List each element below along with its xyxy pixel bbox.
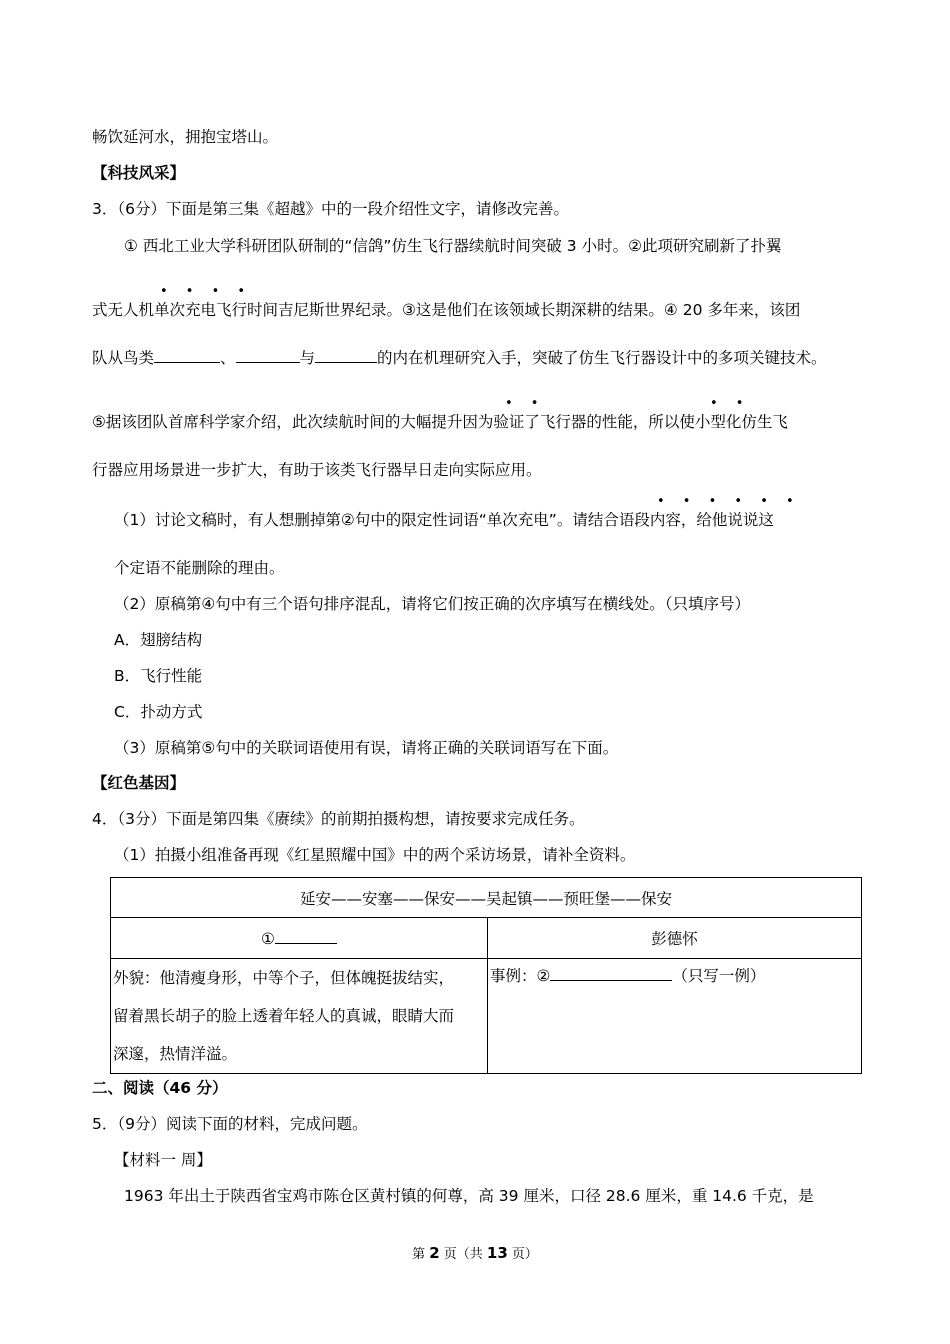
text-line: 个定语不能删除的理由。 — [114, 559, 285, 577]
current-page: 2 — [429, 1244, 440, 1262]
footer-text: 页） — [507, 1247, 538, 1262]
interview-table — [110, 877, 862, 1074]
cell-line: 外貌：他清瘦身形，中等个子，但体魄挺拔结实， — [113, 969, 455, 987]
paragraph-line: 1963 年出土于陕西省宝鸡市陈仓区黄村镇的何尊，高 39 厘米，口径 28.6 厘米，重 14.6 千克，是 — [124, 1187, 814, 1205]
header-cell-2: 彭德怀 — [488, 918, 862, 959]
text-segment: 与 — [299, 349, 316, 367]
answer-blank[interactable] — [315, 348, 377, 363]
footer-text: 第 — [412, 1247, 430, 1262]
sub-question-3: （3）原稿第⑤句中的关联词语使用有误，请将正确的关联词语写在下面。 — [114, 739, 619, 757]
emphasis-dots: • • — [710, 396, 751, 411]
paragraph-line: 行器应用场景进一步扩大，有助于该类飞行器早日走向实际应用。 — [92, 461, 542, 479]
sub-question-2: （2）原稿第④句中有三个语句排序混乱，请将它们按正确的次序填写在横线处。（只填序号） — [114, 595, 751, 613]
option-b: B．飞行性能 — [114, 667, 203, 685]
total-pages: 13 — [486, 1244, 508, 1262]
cell-note: （只写一例） — [672, 967, 766, 985]
text-line: 畅饮延河水，拥抱宝塔山。 — [92, 128, 279, 146]
text-segment: 队从鸟类 — [92, 349, 155, 367]
cell-line: 深邃，热情洋溢。 — [113, 1045, 238, 1063]
paragraph-line: 式无人机单次充电飞行时间吉尼斯世界纪录。③这是他们在该领域长期深耕的结果。④ 20 多年来，该团 — [92, 301, 801, 319]
page-footer — [0, 1243, 950, 1265]
material-heading: 【材料一 周】 — [114, 1151, 212, 1169]
option-a: A．翅膀结构 — [114, 631, 203, 649]
emphasis-dots: • • • • • • — [657, 494, 801, 509]
header-cell-1 — [111, 918, 488, 959]
emphasis-dots: • • — [505, 396, 546, 411]
answer-blank[interactable] — [236, 348, 300, 363]
example-cell — [488, 959, 862, 1074]
question-5: 5．（9分）阅读下面的材料，完成问题。 — [92, 1115, 368, 1133]
appearance-cell — [111, 959, 488, 1074]
sub-question-4-1: （1）拍摄小组准备再现《红星照耀中国》中的两个采访场景，请补全资料。 — [114, 846, 636, 864]
section-heading-reading: 二、阅读（46 分） — [92, 1079, 228, 1097]
cell-label: 事例：② — [490, 967, 551, 985]
paragraph-line: ⑤据该团队首席科学家介绍，此次续航时间的大幅提升因为验证了飞行器的性能，所以使小型化仿生飞 — [92, 413, 788, 431]
question-4: 4．（3分）下面是第四集《赓续》的前期拍摄构想，请按要求完成任务。 — [92, 810, 585, 828]
cell-line: 留着黑长胡子的脸上透着年轻人的真诚，眼睛大而 — [113, 1007, 455, 1025]
answer-blank[interactable] — [550, 966, 672, 981]
sub-question-1: （1）讨论文稿时，有人想删掉第②句中的限定性词语“单次充电”。请结合语段内容，给他说说这 — [114, 511, 774, 529]
option-c: C．扑动方式 — [114, 703, 203, 721]
section-heading-tech: 【科技风采】 — [92, 164, 186, 182]
route-cell: 延安——安塞——保安——吴起镇——预旺堡——保安 — [111, 878, 862, 918]
paragraph-line: ① 西北工业大学科研团队研制的“信鸽”仿生飞行器续航时间突破 3 小时。②此项研究刷新了扑翼 — [124, 237, 782, 255]
emphasis-dots: • • • • — [160, 284, 253, 299]
section-heading-red: 【红色基因】 — [92, 774, 186, 792]
question-3: 3．（6分）下面是第三集《超越》中的一段介绍性文字，请修改完善。 — [92, 200, 569, 218]
text-segment: 、 — [220, 349, 236, 367]
text-segment: 的内在机理研究入手，突破了仿生飞行器设计中的多项关键技术。 — [377, 349, 827, 367]
answer-blank[interactable] — [275, 929, 337, 944]
cell-label: ① — [261, 929, 275, 948]
paragraph-line-with-blanks — [92, 347, 827, 369]
answer-blank[interactable] — [154, 348, 220, 363]
footer-text: 页（共 — [439, 1247, 487, 1262]
